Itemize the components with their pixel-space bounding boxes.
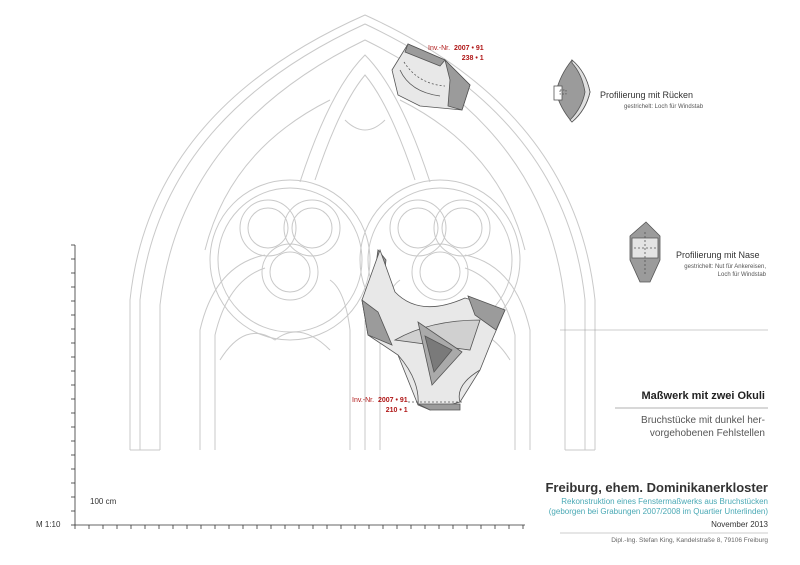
title-description-2: (geborgen bei Grabungen 2007/2008 im Quartier Unterlinden) — [548, 507, 768, 516]
profile-back-drawing — [554, 60, 590, 122]
sub-number: 210 • 1 — [385, 407, 408, 414]
title-description — [549, 497, 768, 517]
inv-number: 2007 • 91 — [377, 397, 408, 404]
fragment-bottom — [362, 250, 505, 410]
profile-nose-title: Profilierung mit Nase — [676, 250, 760, 260]
panel-subtitle — [641, 414, 765, 440]
profile-nose-note-2: Loch für Windstab — [717, 272, 766, 278]
panel-subtitle-2: vorgehobenen Fehlstellen — [649, 428, 765, 439]
fragment-bottom-label — [352, 396, 408, 416]
profile-nose-drawing — [630, 222, 660, 282]
panel-title: Maßwerk mit zwei Okuli — [641, 390, 765, 402]
window-reconstruction-outline — [130, 15, 595, 450]
inv-label: Inv.-Nr. — [352, 397, 375, 404]
profile-nose-note-1: gestrichelt: Nut für Ankereisen, — [684, 264, 766, 270]
sub-number: 238 • 1 — [461, 55, 484, 62]
title-address: Dipl.-Ing. Stefan King, Kandelstraße 8, 79106 Freiburg — [611, 537, 768, 544]
panel-subtitle-1: Bruchstücke mit dunkel her- — [641, 415, 765, 426]
inv-number: 2007 • 91 — [453, 45, 484, 52]
profile-nose-note — [676, 263, 766, 279]
title-description-1: Rekonstruktion eines Fenstermaßwerks aus Bruchstücken — [561, 497, 768, 506]
profile-back-note: gestrichelt: Loch für Windstab — [624, 104, 704, 110]
profile-back-title: Profilierung mit Rücken — [600, 90, 694, 100]
title-main: Freiburg, ehem. Dominikanerkloster — [545, 480, 768, 495]
inv-label: Inv.-Nr. — [428, 45, 451, 52]
scale-ratio: M 1:10 — [36, 520, 61, 529]
fragment-top-label — [428, 44, 484, 64]
title-date: November 2013 — [711, 520, 768, 529]
scale-length-label: 100 cm — [90, 497, 117, 506]
